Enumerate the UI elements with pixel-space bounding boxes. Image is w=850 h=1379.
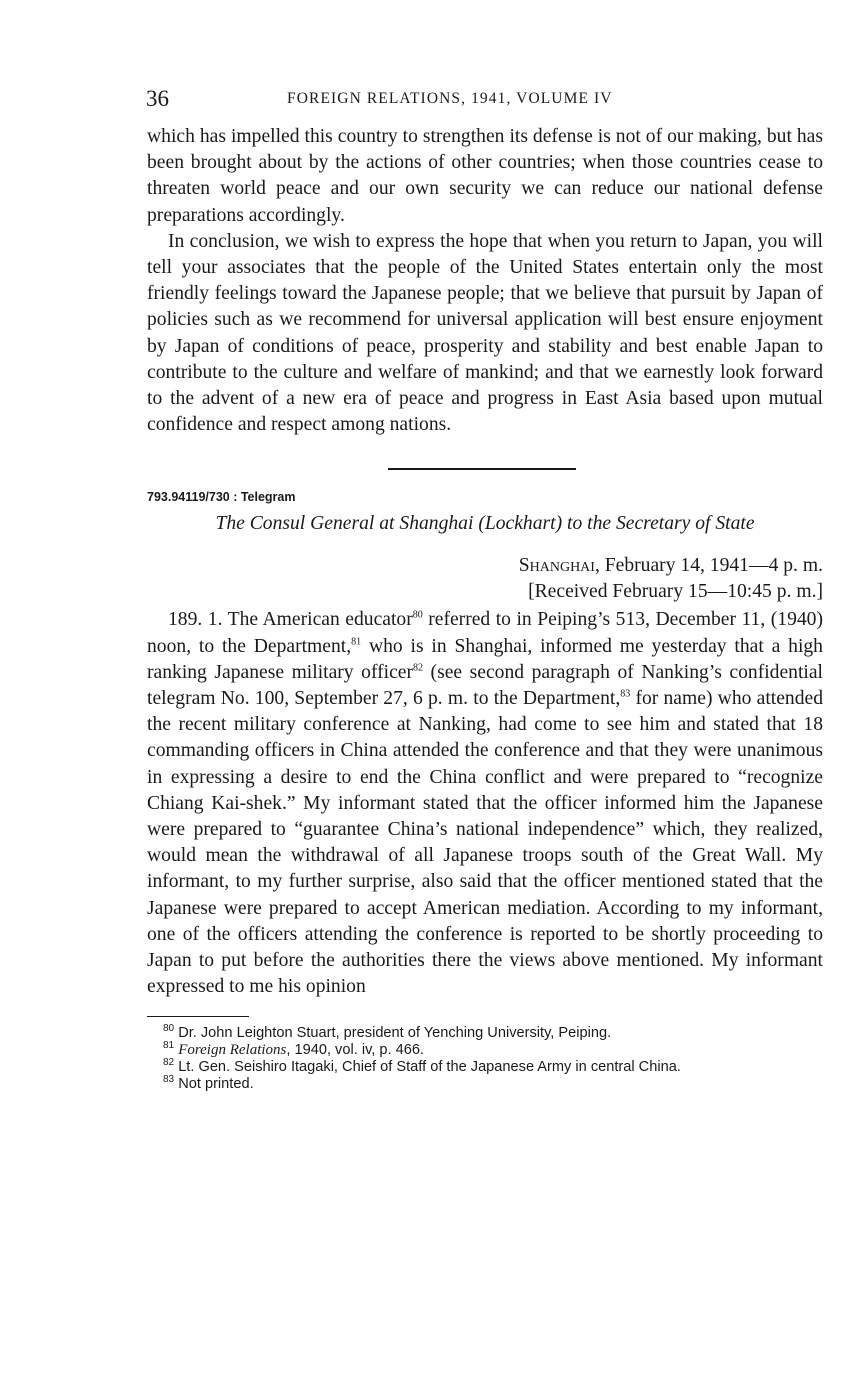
paragraph-continued: which has impelled this country to strengthen its defense is not of our making, but has been brought about by the actions of other countries; when those countries cease to threaten world peace and our own security we can reduce our national defense preparations accordingly. bbox=[147, 126, 823, 226]
telegram-text-3: who is in Shanghai, informed me yesterday that a high ranking Japanese military officer bbox=[147, 635, 823, 683]
footnote-number: 80 bbox=[163, 1023, 175, 1035]
footnote-text: Lt. Gen. Seishiro Itagaki, Chief of Staff of the Japanese Army in central China. bbox=[178, 1059, 681, 1076]
running-head bbox=[147, 84, 823, 114]
footnote-ref-82: 82 bbox=[413, 662, 423, 674]
received-line: [Received February 15—10:45 p. m.] bbox=[528, 581, 823, 603]
dateline bbox=[147, 553, 823, 579]
footnote-ref-81: 81 bbox=[351, 636, 362, 648]
footnote-82 bbox=[147, 1059, 823, 1076]
telegram-text-5: for name) who attended the recent military conference at Nanking, had come to see him and stated that 18 commanding officers in China attended the conference and that they were unanimous in expressing a desire to end the China conflict and were prepared to “recognize Chiang Kai-shek.” My informant stated that the officer informed him the Japanese were prepared to “guarantee China’s national independence” which, they realized, would mean the withdrawal of all Japanese troops south of the Great Wall. My informant, to my further surprise, also said that the officer mentioned stated that the Japanese were prepared to accept American mediation. According to my informant, one of the officers attending the conference is reported to be shortly proceeding to Japan to put before the authorities there the views above mentioned. My informant expressed to me his opinion bbox=[147, 688, 823, 998]
paragraph-conclusion: In conclusion, we wish to express the hope that when you return to Japan, you will tell your associates that the people of the United States entertain only the most friendly feelings toward the Japanese people; that we believe that pursuit by Japan of policies such as we recommend for universal application will best ensure enjoyment by Japan of conditions of peace, prosperity and stability and best enable Japan to contribute to the culture and welfare of mankind; and that we earnestly look forward to the advent of a new era of peace and progress in East Asia based upon mutual confidence and respect among nations. bbox=[147, 230, 823, 436]
telegram-text-1: 189. 1. The American educator bbox=[168, 609, 413, 631]
footnote-divider bbox=[147, 1016, 249, 1017]
footnote-number: 81 bbox=[163, 1040, 175, 1052]
footnote-80 bbox=[147, 1025, 823, 1042]
section-divider bbox=[388, 468, 576, 470]
telegram-text-2: referred to in Peiping’s 513, December 11, (1940) noon, to the Department, bbox=[147, 609, 823, 657]
footnote-text: , 1940, vol. iv, p. 466. bbox=[286, 1042, 425, 1059]
document-page bbox=[147, 84, 823, 1093]
footnotes bbox=[147, 1025, 823, 1093]
document-title: The Consul General at Shanghai (Lockhart) to the Secretary of State bbox=[215, 513, 755, 535]
telegram-text-4: (see second paragraph of Nanking’s confidential telegram No. 100, September 27, 6 p. m. to the Department, bbox=[147, 661, 823, 710]
footnote-text: Dr. John Leighton Stuart, president of Yenching University, Peiping. bbox=[178, 1025, 612, 1042]
dateline-date: , February 14, 1941—4 p. m. bbox=[594, 555, 823, 577]
dateline-city: Shanghai bbox=[518, 555, 595, 577]
footnote-citation-title: Foreign Relations bbox=[178, 1042, 287, 1059]
footnote-ref-80: 80 bbox=[412, 609, 423, 621]
document-reference: 793.94119/730 : Telegram bbox=[147, 490, 296, 505]
footnote-81 bbox=[147, 1042, 823, 1059]
page-number: 36 bbox=[146, 86, 169, 111]
telegram-paragraph bbox=[147, 607, 823, 1000]
footnote-text: Not printed. bbox=[178, 1076, 254, 1093]
footnote-ref-83: 83 bbox=[620, 688, 631, 700]
footnote-number: 83 bbox=[163, 1074, 175, 1086]
running-title: FOREIGN RELATIONS, 1941, VOLUME IV bbox=[287, 90, 613, 107]
footnote-83 bbox=[147, 1076, 823, 1093]
footnote-number: 82 bbox=[163, 1057, 175, 1069]
